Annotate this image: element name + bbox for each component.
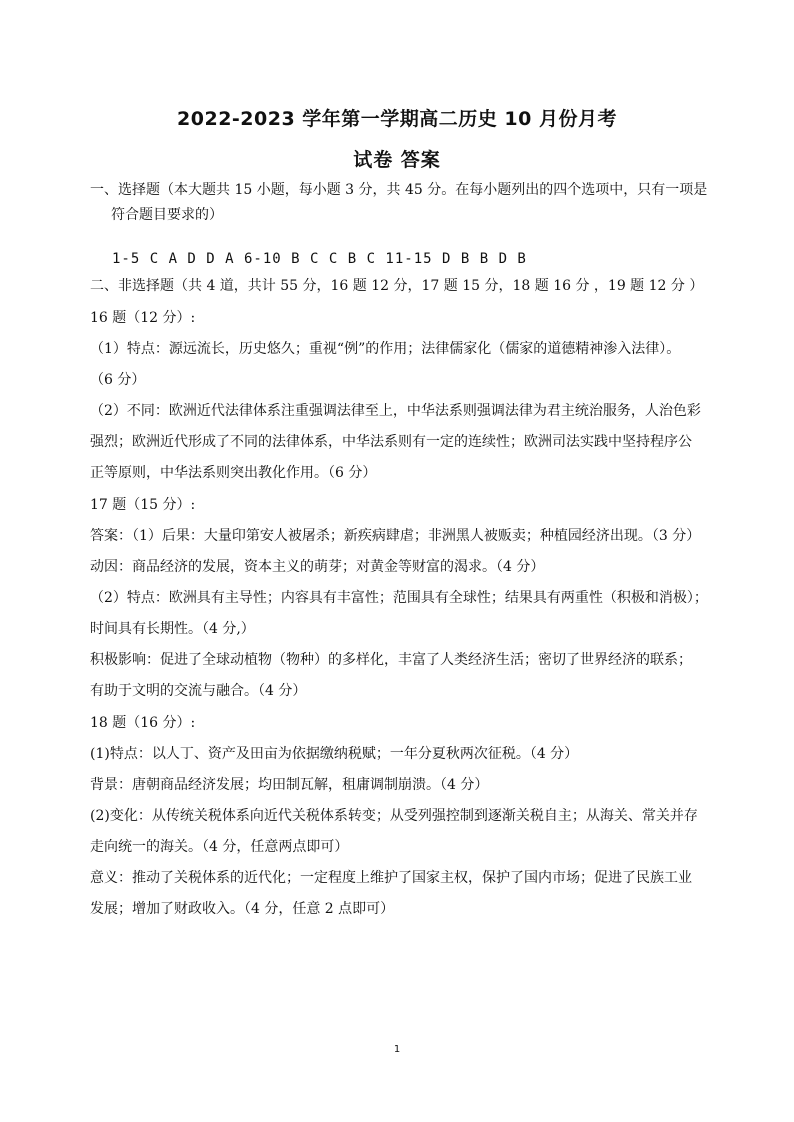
q17-answer-6: 有助于文明的交流与融合。（4 分）: [90, 683, 307, 699]
q16-part2-cont1: 强烈；欧洲近代形成了不同的法律体系，中华法系则有一定的连续性；欧洲司法实践中坚持程序公: [90, 434, 692, 450]
q17-answer-5: 积极影响：促进了全球动植物（物种）的多样化，丰富了人类经济生活；密切了世界经济的联系；: [90, 652, 692, 668]
section1-heading: 一、选择题（本大题共 15 小题，每小题 3 分，共 45 分。在每小题列出的四个选项中，只有一项是: [90, 182, 708, 198]
q16-part2-cont2: 正等原则，中华法系则突出教化作用。（6 分）: [90, 465, 377, 481]
page-number: 1: [393, 1044, 401, 1055]
q18-header: 18 题（16 分）:: [90, 715, 196, 731]
q17-header: 17 题（15 分）:: [90, 497, 196, 513]
mc-answers: 1-5 C A D D A 6-10 B C C B C 11-15 D B B D B: [112, 251, 527, 267]
section2-heading: 二、非选择题（共 4 道，共计 55 分，16 题 12 分，17 题 15 分，18 题 16 分 ，19 题 12 分 ）: [90, 278, 704, 294]
q16-header: 16 题（12 分）:: [90, 310, 196, 326]
q16-part1-score: （6 分）: [90, 372, 146, 388]
q18-answer-1: (1)特点：以人丁、资产及田亩为依据缴纳税赋；一年分夏秋两次征税。（4 分）: [90, 746, 579, 762]
section1-heading-cont: 符合题目要求的）: [111, 207, 223, 223]
q18-answer-6: 发展；增加了财政收入。（4 分，任意 2 点即可）: [90, 901, 395, 917]
q17-answer-1: 答案：（1）后果：大量印第安人被屠杀；新疾病肆虐；非洲黑人被贩卖；种植园经济出现。（3 分）: [90, 528, 701, 544]
q16-part2: （2）不同：欧洲近代法律体系注重强调法律至上，中华法系则强调法律为君主统治服务，人治色彩: [90, 403, 701, 419]
q18-answer-5: 意义：推动了关税体系的近代化；一定程度上维护了国家主权，保护了国内市场；促进了民族工业: [90, 870, 692, 886]
q18-answer-3: (2)变化：从传统关税体系向近代关税体系转变；从受列强控制到逐渐关税自主；从海关、常关并存: [90, 808, 698, 824]
page-title: 2022-2023 学年第一学期高二历史 10 月份月考: [177, 108, 617, 130]
q17-answer-3: （2）特点：欧洲具有主导性；内容具有丰富性；范围具有全球性；结果具有两重性（积极和消极）；: [90, 590, 708, 606]
q18-answer-4: 走向统一的海关。（4 分，任意两点即可）: [90, 839, 349, 855]
q17-answer-4: 时间具有长期性。（4 分,）: [90, 621, 255, 637]
q16-part1: （1）特点：源远流长，历史悠久；重视“例”的作用；法律儒家化（儒家的道德精神渗入法律）。: [90, 341, 681, 357]
page-subtitle: 试卷 答案: [353, 149, 441, 171]
q18-answer-2: 背景：唐朝商品经济发展；均田制瓦解，租庸调制崩溃。（4 分）: [90, 777, 489, 793]
q17-answer-2: 动因：商品经济的发展，资本主义的萌芽；对黄金等财富的渴求。（4 分）: [90, 559, 545, 575]
